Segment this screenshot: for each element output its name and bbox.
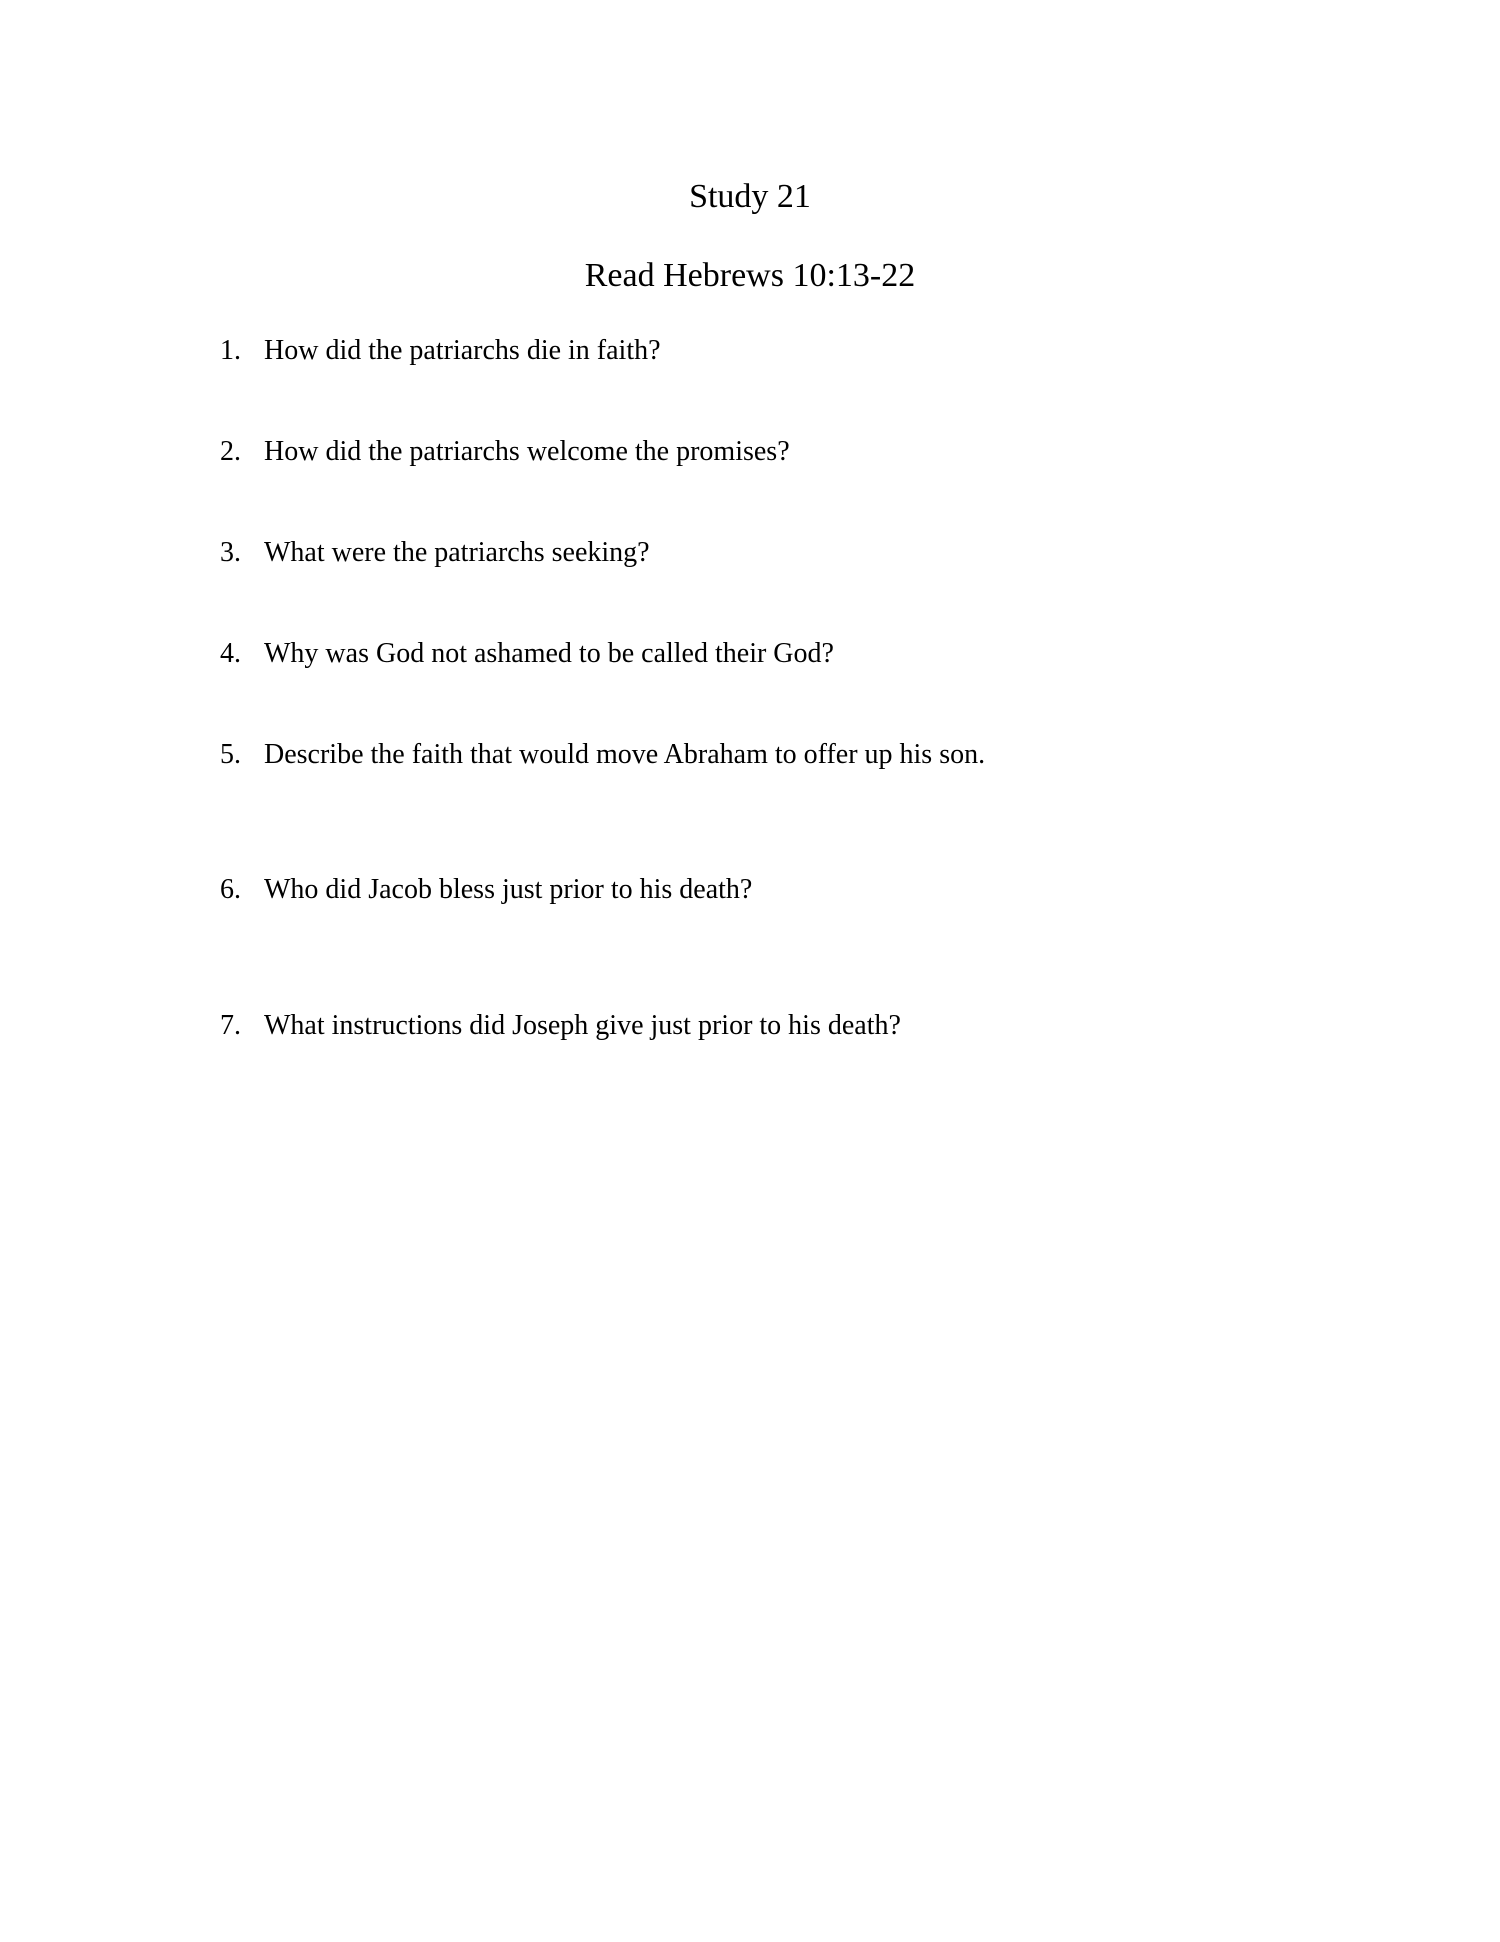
question-item bbox=[220, 637, 834, 671]
question-text: How did the patriarchs welcome the promises? bbox=[264, 436, 790, 467]
question-item bbox=[220, 435, 790, 469]
question-text: What instructions did Joseph give just prior to his death? bbox=[264, 1010, 901, 1041]
question-text: Who did Jacob bless just prior to his death? bbox=[264, 874, 753, 905]
question-number: 3. bbox=[220, 537, 241, 568]
page-subtitle: Read Hebrews 10:13-22 bbox=[584, 257, 916, 294]
question-text: Why was God not ashamed to be called their God? bbox=[264, 638, 834, 669]
question-item bbox=[220, 536, 650, 570]
question-item bbox=[220, 873, 752, 907]
question-text: How did the patriarchs die in faith? bbox=[264, 335, 661, 366]
question-text: Describe the faith that would move Abraham to offer up his son. bbox=[264, 739, 986, 770]
page-title: Study 21 bbox=[689, 178, 811, 215]
question-item bbox=[220, 334, 661, 368]
question-item bbox=[220, 1009, 901, 1043]
question-number: 5. bbox=[220, 739, 241, 770]
question-item bbox=[220, 738, 985, 772]
question-number: 1. bbox=[220, 335, 241, 366]
question-number: 6. bbox=[220, 874, 241, 905]
question-text: What were the patriarchs seeking? bbox=[264, 537, 650, 568]
question-number: 7. bbox=[220, 1010, 241, 1041]
question-number: 2. bbox=[220, 436, 241, 467]
question-number: 4. bbox=[220, 638, 241, 669]
